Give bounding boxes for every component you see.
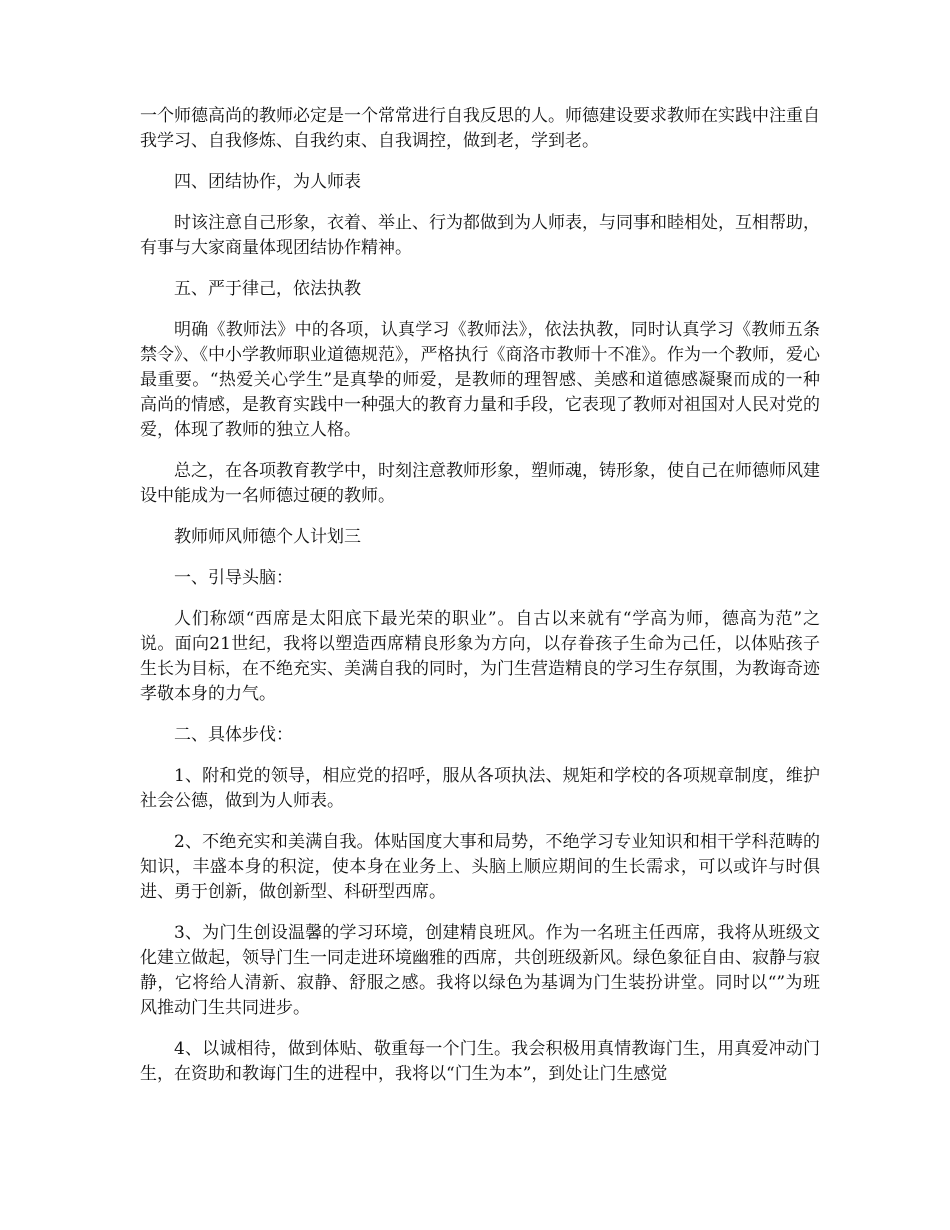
section-heading: 一、引导头脑： xyxy=(174,568,293,588)
paragraph: 总之，在各项教育教学中，时刻注意教师形象，塑师魂，铸形象，使自己在师德师风建设中能成为一名师德过硬的教师。 xyxy=(140,461,820,506)
list-item: 1、附和党的领导，相应党的招呼，服从各项执法、规矩和学校的各项规章制度，维护社会公德，做到为人师表。 xyxy=(140,766,820,811)
paragraph: 一个师德高尚的教师必定是一个常常进行自我反思的人。师德建设要求教师在实践中注重自我学习、自我修炼、自我约束、自我调控，做到老，学到老。 xyxy=(140,106,820,151)
list-item: 3、为门生创设温馨的学习环境，创建精良班风。作为一名班主任西席，我将从班级文化建立做起，领导门生一同走进环境幽雅的西席，共创班级新风。绿色象征自由、寂静与寂静，它将给人清新、寂静、舒服之感。我将以绿色为基调为门生装扮讲堂。同时以“”为班风推动门生共同进步。 xyxy=(140,923,820,1018)
paragraph: 时该注意自己形象，衣着、举止、行为都做到为人师表，与同事和睦相处，互相帮助，有事与大家商量体现团结协作精神。 xyxy=(140,213,820,258)
section-heading: 四、团结协作，为人师表 xyxy=(174,172,361,192)
section-heading: 二、具体步伐： xyxy=(174,725,293,745)
list-item: 2、不绝充实和美满自我。体贴国度大事和局势，不绝学习专业知识和相干学科范畴的知识，丰盛本身的积淀，使本身在业务上、头脑上顺应期间的生长需求，可以或许与时俱进、勇于创新，做创新型、科研型西席。 xyxy=(140,832,820,902)
list-item: 4、以诚相待，做到体贴、敬重每一个门生。我会积极用真情教诲门生，用真爱冲动门生，在资助和教诲门生的进程中，我将以“门生为本”，到处让门生感觉 xyxy=(140,1039,820,1084)
section-heading: 五、严于律己，依法执教 xyxy=(174,279,361,299)
paragraph: 明确《教师法》中的各项，认真学习《教师法》，依法执教，同时认真学习《教师五条禁令》、《中小学教师职业道德规范》，严格执行《商洛市教师十不准》。作为一个教师，爱心最重要。“热爱关心学生”是真挚的师爱，是教师的理智感、美感和道德感凝聚而成的一种高尚的情感，是教育实践中一种强大的教育力量和手段，它表现了教师对祖国对人民对党的爱，体现了教师的独立人格。 xyxy=(140,320,820,440)
document-body xyxy=(140,104,820,1103)
paragraph: 人们称颂“西席是太阳底下最光荣的职业”。自古以来就有“学高为师，德高为范”之说。面向21世纪，我将以塑造西席精良形象为方向，以存眷孩子生命为己任，以体贴孩子生长为目标，在不绝充实、美满自我的同时，为门生营造精良的学习生存氛围，为教诲奇迹孝敬本身的力气。 xyxy=(140,609,820,704)
document-title: 教师师风师德个人计划三 xyxy=(174,527,361,547)
